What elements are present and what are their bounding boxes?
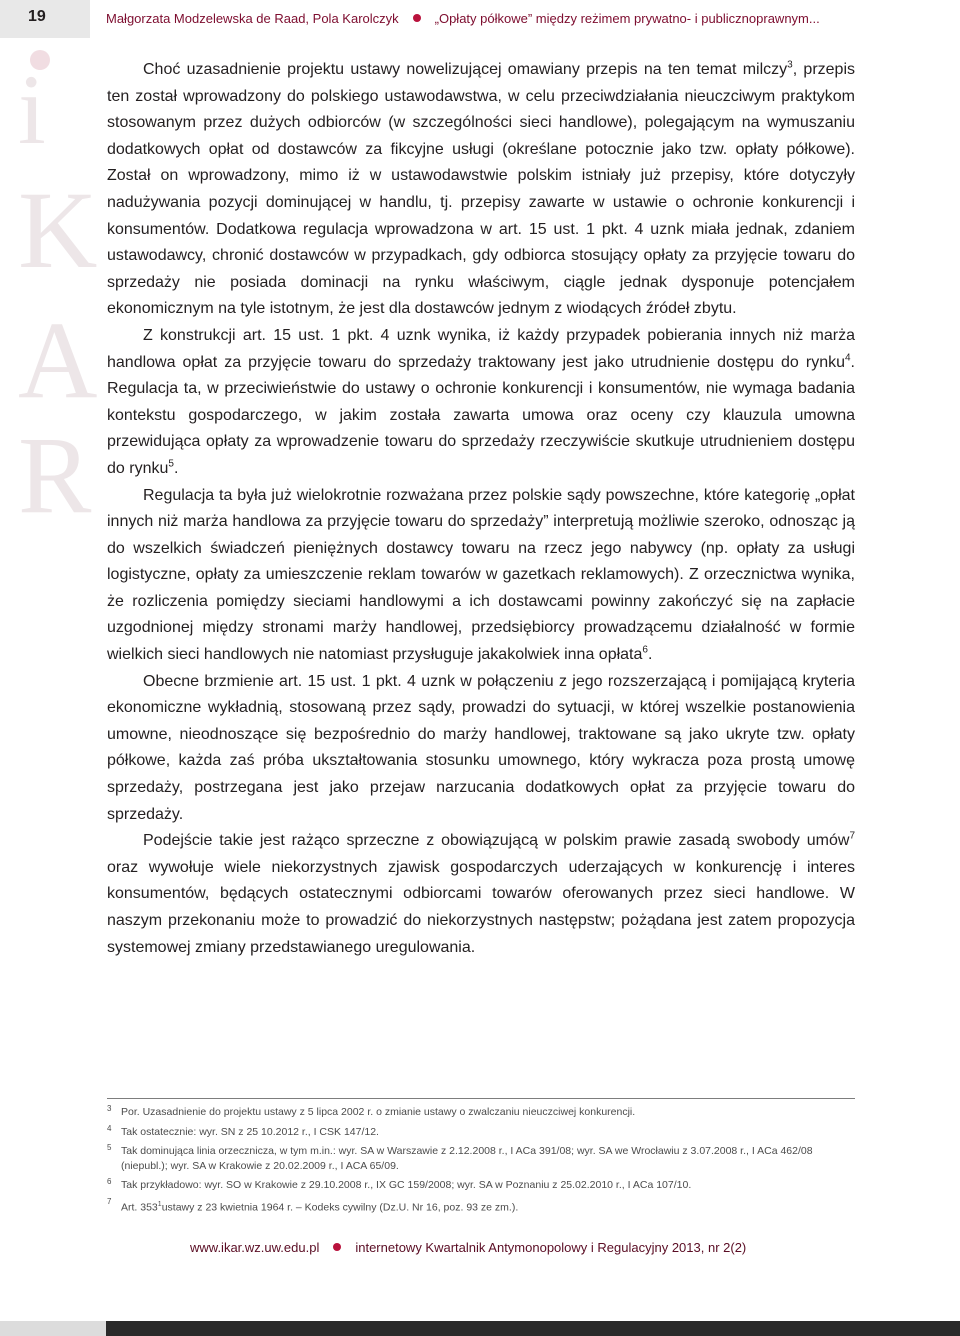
header-title: „Opłaty półkowe” między reżimem prywatno- i publicznoprawnym... [434, 11, 820, 26]
paragraph: Z konstrukcji art. 15 ust. 1 pkt. 4 uznk wynika, iż każdy przypadek pobierania innych niż marża handlowa opłat za przyjęcie towaru do sprzedaży traktowany jest jako utrudnienie dostępu do rynku$^4$. Regulacja ta, w przeciwieństwie do ustawy o ochronie konkurencji i konsumentów, nie wymaga badania kontekstu gospodarczego, w jakim została zawarta umowa oraz oceny czy klauzula umowna przewidująca opłaty za wprowadzenie towaru do sprzedaży rzeczywiście skutkuje utrudnieniem dostępu do rynku$^5$. [107, 326, 855, 477]
sidebar-letter-i: i [18, 54, 46, 165]
paragraph: Obecne brzmienie art. 15 ust. 1 pkt. 4 uznk w połączeniu z jego rozszerzającą i pomijającą kryteria ekonomiczne wykładnią, stosowaną przez sądy, prowadzi do sytuacji, w której wszelkie postanowienia umowne, nieodnoszące się bezpośrednio do marży handlowej, traktowane są jako ukryte tzw. opłaty półkowe, każda zaś próba ukształtowania stosunku umownego, który wykracza poza prostą umowę sprzedaży, postrzegana jest jako przejaw narzucania dodatkowych opłat za przyjęcie towaru do sprzedaży. [107, 672, 855, 823]
footer-url-link[interactable]: www.ikar.wz.uw.edu.pl [190, 1240, 320, 1255]
page-number: 19 [28, 8, 46, 25]
footnote: 4 Tak ostatecznie: wyr. SN z 25 10.2012 r., I CSK 147/12. [107, 1123, 379, 1138]
footer-bar-accent [0, 1321, 106, 1336]
sidebar-letter-a: A [18, 299, 98, 421]
running-header [106, 11, 820, 26]
body-text [107, 57, 855, 961]
footer-journal: internetowy Kwartalnik Antymonopolowy i Regulacyjny 2013, nr 2(2) [355, 1240, 747, 1255]
footnote: 7 Art. $353^1ustawy$ z 23 kwietnia 1964 r. – Kodeks cywilny (Dz.U. Nr 16, poz. 93 ze zm.). [107, 1196, 519, 1213]
header-authors: Małgorzata Modzelewska de Raad, Pola Karolczyk [106, 11, 399, 26]
footnotes [107, 1105, 855, 1220]
footnote: 3 Por. Uzasadnienie do projektu ustawy z 5 lipca 2002 r. o zmianie ustawy o zwalczaniu nieuczciwej konkurencji. [107, 1104, 636, 1118]
footnote: 5 Tak dominująca linia orzecznicza, w tym m.in.: wyr. SA w Warszawie z 2.12.2008 r., I ACa 391/08; wyr. SA we Wrocławiu z 3.07.2008 r., I ACa 462/08 (niepubl.); wyr. SA w Krakowie z 20.02.2009 r., I ACA 65/09. [107, 1143, 813, 1172]
paragraph: Choć uzasadnienie projektu ustawy nowelizującej omawiany przepis na ten temat milczy$^3$, przepis ten został wprowadzony do polskiego ustawodawstwa, w celu przeciwdziałania nieuczciwym praktykom stosowanym przez dużych odbiorców (w szczególności sieci handlowe), polegającym na wymuszaniu dodatkowych opłat od dostawców za fikcyjne usługi (określane potocznie jako tzw. opłaty półkowe). Został on wprowadzony, mimo iż w ustawodawstwie polskim istniały już przepisy, które dotyczyły nadużywania pozycji dominującej w handlu, tj. przepisy zawarte w ustawie o ochronie konkurencji i konsumentów. Dodatkowa regulacja wprowadzona w art. 15 ust. 1 pkt. 4 uznk miała jednak, zdaniem ustawodawcy, chronić dostawców w przypadkach, gdy odbiorca stosujący opłaty za przyjęcie towaru do sprzedaży nie posiada dominacji na rynku właściwym, ciągle jednak dysponuje potencjałem ekonomicznym na tyle istotnym, że jest dla dostawców jednym z wiodących źródeł zbytu. [107, 59, 855, 318]
footnote: 6 Tak przykładowo: wyr. SO w Krakowie z 29.10.2008 r., IX GC 159/2008; wyr. SA w Poznaniu z 25.02.2010 r., I ACa 107/10. [107, 1177, 692, 1191]
sidebar-letter-k: K [18, 169, 98, 291]
page-footer [190, 1240, 746, 1255]
footer-bar [0, 1321, 960, 1336]
bullet-dot-icon [333, 1243, 341, 1251]
bullet-dot-icon [413, 14, 421, 22]
sidebar-letter-r: R [18, 414, 92, 536]
page-number-box [0, 0, 90, 38]
paragraph: Podejście takie jest rażąco sprzeczne z obowiązującą w polskim prawie zasadą swobody umów$^7$ oraz wywołuje wiele niekorzystnych zjawisk gospodarczych uderzających w konkurencję i interes konsumentów, będących ostatecznymi odbiorcami towarów oferowanych przez sieci handlowe. W naszym przekonaniu może to prowadzić do niekorzystnych następstw; pożądana jest zatem propozycja systemowej zmiany przedstawianego uregulowania. [107, 830, 855, 956]
footnote-divider [107, 1098, 855, 1099]
paragraph: Regulacja ta była już wielokrotnie rozważana przez polskie sądy powszechne, które kategorię „opłat innych niż marża handlowa za przyjęcie towaru do sprzedaży” interpretują możliwie szeroko, odnosząc ją do wszelkich świadczeń pieniężnych dostawcy towaru na rzecz jego nabywcy (np. opłaty za usługi logistyczne, opłaty za umieszczenie reklam towarów w gazetkach reklamowych). Z orzecznictwa wynika, że rozliczenia pomiędzy sieciami handlowymi a ich dostawcami powinny zakończyć się na zapłacie uzgodnionej między stronami marży handlowej, przedsiębiorcy prowadzącemu działalność w formie wielkich sieci handlowych nie natomiast przysługuje jakakolwiek inna opłata$^6$. [107, 486, 855, 664]
